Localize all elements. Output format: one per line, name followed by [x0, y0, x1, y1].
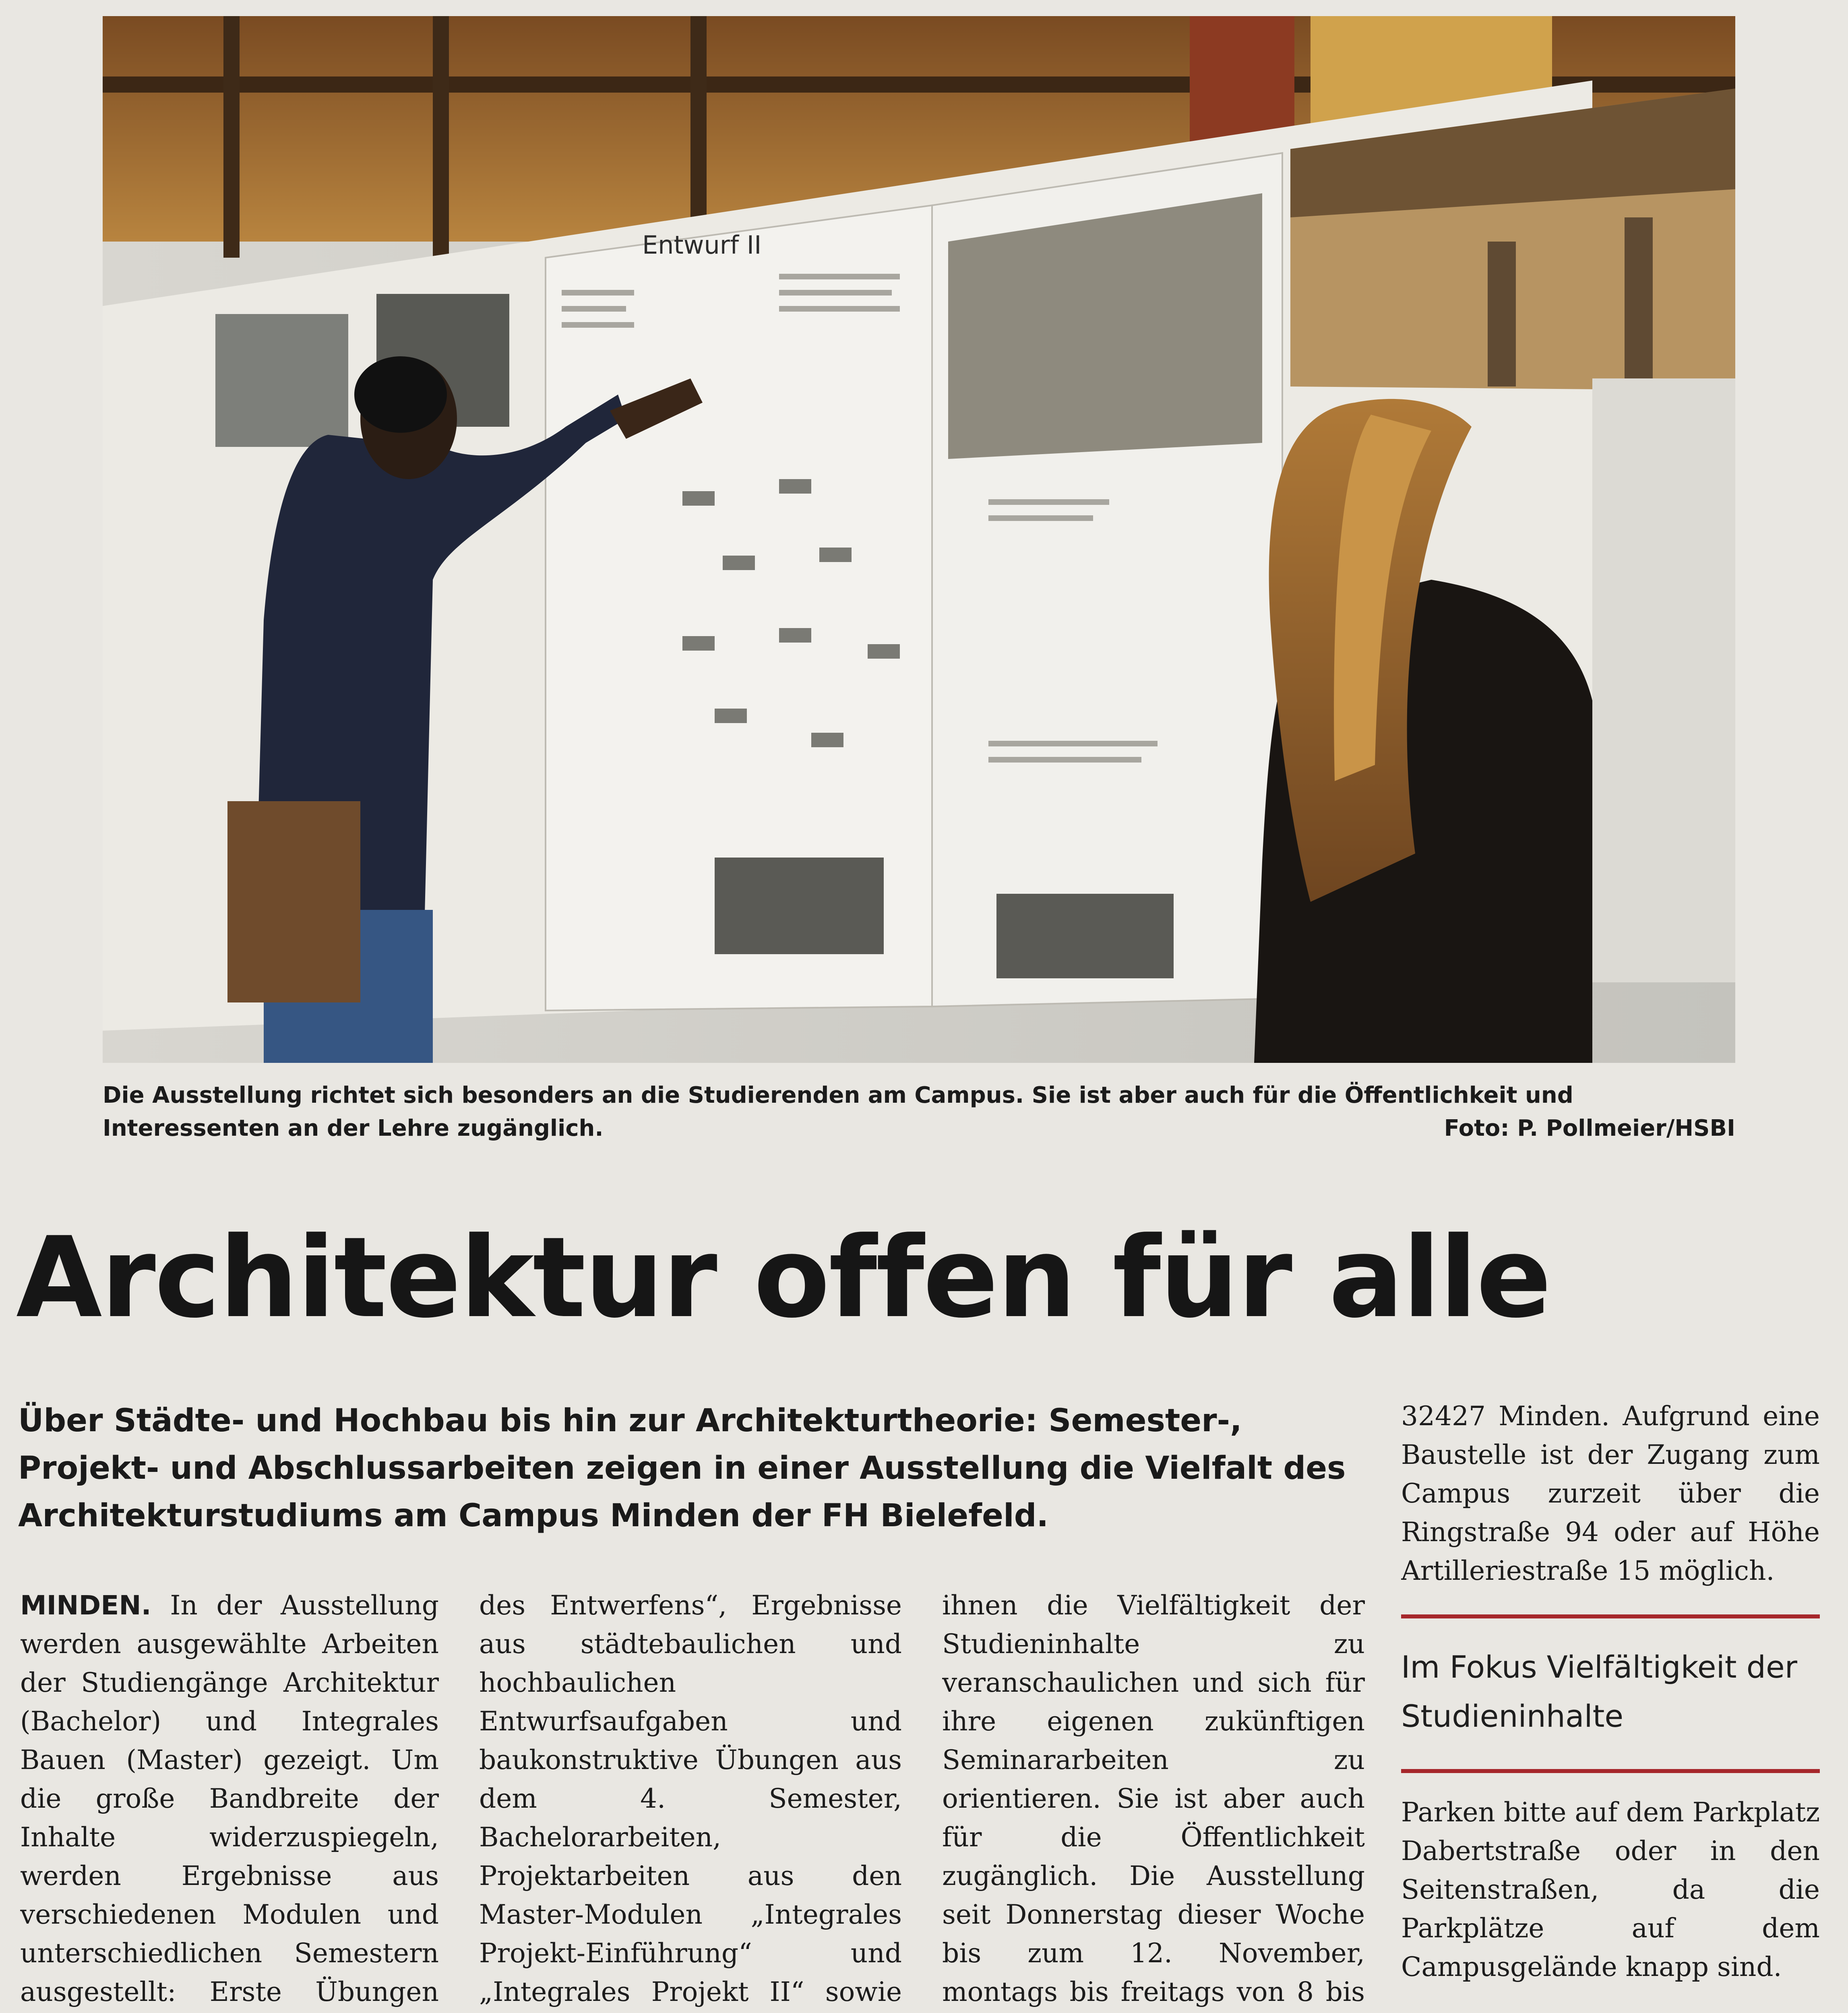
photo-credit: Foto: P. Pollmeier/HSBI	[1444, 1115, 1735, 1141]
infobox-top-rule	[1401, 1614, 1820, 1618]
infobox-text: Parken bitte auf dem Parkplatz Dabertstraße oder in den Seitenstraßen, da die Parkplätze auf dem Campusgelände knapp sind.	[1401, 1797, 1820, 1982]
article-column-3	[942, 1586, 1365, 2013]
exhibition-photo-illustration	[103, 16, 1735, 1063]
column-4-text: 32427 Minden. Aufgrund eine Baustelle ist der Zugang zum Campus zurzeit über die Ringstraße 94 oder auf Höhe Artilleriestraße 15 möglich.	[1401, 1401, 1820, 1586]
photo-caption	[103, 1079, 1735, 1145]
subheadline: Über Städte- und Hochbau bis hin zur Architekturtheorie: Semester-, Projekt- und Abschlussarbeiten zeigen in einer Ausstellung die Vielfalt des Architekturstudiums am Campus Minden der FH Bielefeld.	[18, 1403, 1346, 1534]
board-label: Entwurf II	[642, 230, 762, 260]
column-2-text: des Entwerfens“, Ergebnisse aus städtebaulichen und hochbaulichen Entwurfsaufgaben und baukonstruktive Übungen aus dem 4. Semester, Bachelorarbeiten, Projektarbeiten aus den Master-Modulen „Integrales Projekt-Einführung“ und „Integrales Projekt II“ sowie	[479, 1590, 902, 2007]
column-1-text: In der Ausstellung werden ausgewählte Arbeiten der Studiengänge Architektur (Bachelor) und Integrales Bauen (Master) gezeigt. Um die große Bandbreite der Inhalte widerzuspiegeln, werden Ergebnisse aus verschiedenen Modulen und unterschiedlichen Semestern ausgestellt: Erste Übungen	[20, 1590, 439, 2007]
infobox-title: Im Fokus Vielfältigkeit der Studieninhalte	[1401, 1649, 1797, 1734]
article-column-2	[479, 1586, 902, 2013]
infobox-bottom-rule	[1401, 1769, 1820, 1773]
article-column-4	[1401, 1397, 1820, 2013]
article-column-1	[20, 1586, 439, 2013]
headline: Architektur offen für alle	[16, 1213, 1550, 1343]
dateline: MINDEN.	[20, 1590, 151, 1621]
column-3-text: ihnen die Vielfältigkeit der Studieninhalte zu veranschaulichen und sich für ihre eigenen zukünftigen Seminararbeiten zu orientieren. Sie ist aber auch für die Öffentlichkeit zugänglich. Die Ausstellung seit Donnerstag dieser Woche bis zum 12. November, montags bis freitags von 8 bis	[942, 1590, 1365, 2007]
caption-text: Die Ausstellung richtet sich besonders an die Studierenden am Campus. Sie ist aber auch für die Öffentlichkeit und Interessenten an der Lehre zugänglich.	[103, 1082, 1573, 1141]
exhibition-photo	[103, 16, 1735, 1063]
